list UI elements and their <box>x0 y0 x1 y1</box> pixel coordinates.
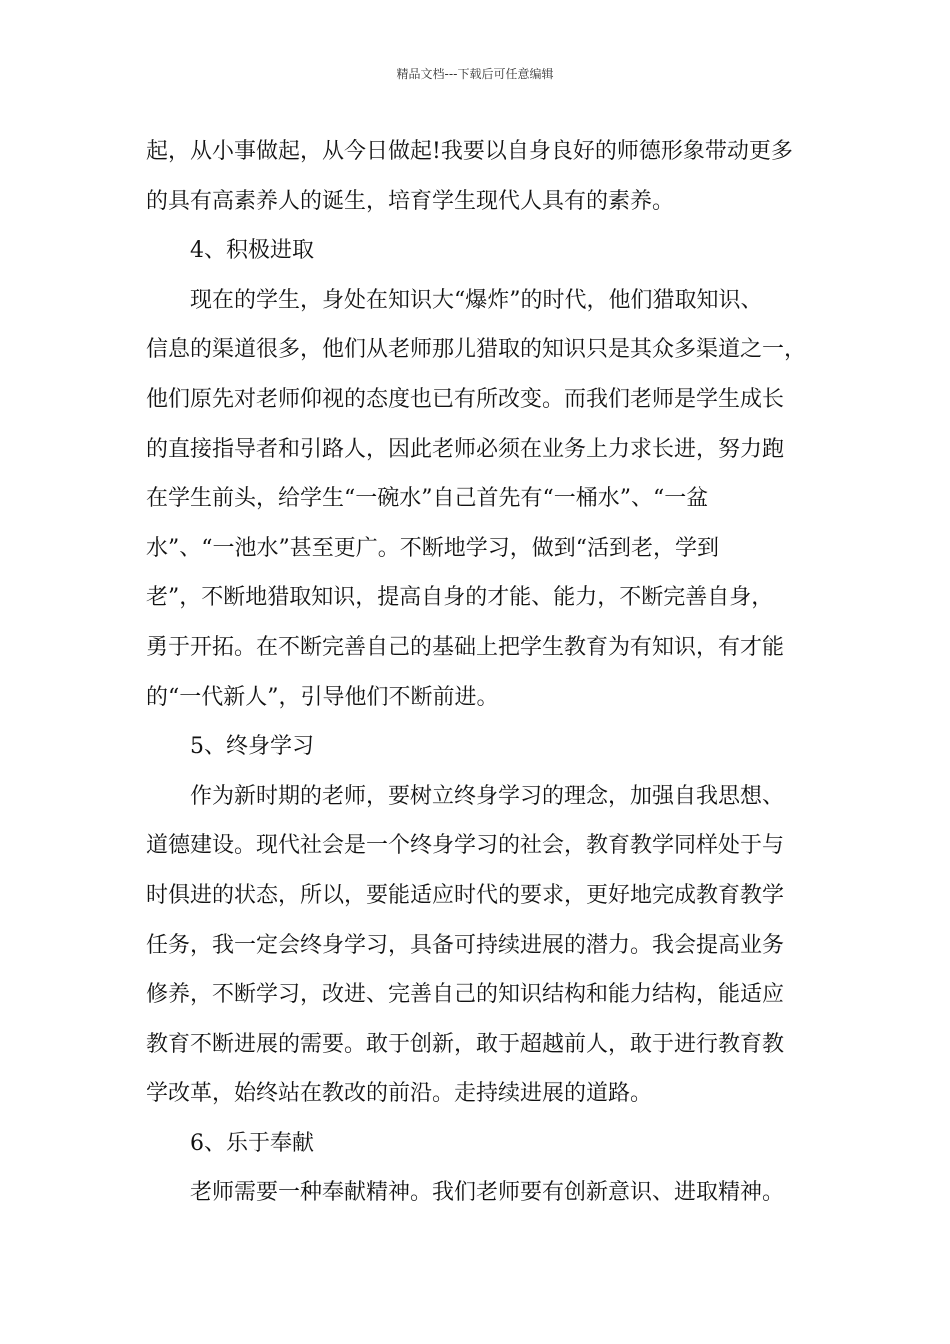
text-line: 勇于开拓。在不断完善自己的基础上把学生教育为有知识，有才能 <box>146 634 785 660</box>
text-line: 老”，不断地猎取知识，提高自身的才能、能力，不断完善自身， <box>146 585 774 611</box>
text-line: 在学生前头，给学生“一碗水”自己首先有“一桶水”、“一盆 <box>146 486 709 512</box>
section-heading: 5、终身学习 <box>190 734 314 760</box>
text-line: 现在的学生，身处在知识大“爆炸”的时代，他们猎取知识、 <box>190 287 763 313</box>
text-line: 修养，不断学习，改进、完善自己的知识结构和能力结构，能适应 <box>146 982 785 1008</box>
text-line: 起，从小事做起，从今日做起!我要以自身良好的师德形象带动更多 <box>146 139 793 164</box>
text-line: 道德建设。现代社会是一个终身学习的社会，教育教学同样处于与 <box>146 833 785 859</box>
text-line: 任务，我一定会终身学习，具备可持续进展的潜力。我会提高业务 <box>146 932 785 958</box>
text-line: 信息的渠道很多，他们从老师那儿猎取的知识只是其众多渠道之一， <box>146 337 807 363</box>
text-line: 的具有高素养人的诞生，培育学生现代人具有的素养。 <box>146 188 675 214</box>
text-line: 水”、“一池水”甚至更广。不断地学习，做到“活到老，学到 <box>146 535 719 561</box>
text-line: 的“一代新人”，引导他们不断前进。 <box>146 684 499 710</box>
document-body <box>146 127 818 1218</box>
section-heading: 4、积极进取 <box>190 238 314 264</box>
text-line: 的直接指导者和引路人，因此老师必须在业务上力求长进，努力跑 <box>146 436 785 462</box>
text-line: 时俱进的状态，所以，要能适应时代的要求，更好地完成教育教学 <box>146 882 785 908</box>
page-header: 精品文档---下载后可任意编辑 <box>396 67 554 81</box>
text-line: 作为新时期的老师，要树立终身学习的理念，加强自我思想、 <box>190 783 785 809</box>
text-line: 他们原先对老师仰视的态度也已有所改变。而我们老师是学生成长 <box>146 386 785 412</box>
section-heading: 6、乐于奉献 <box>190 1130 314 1156</box>
text-line: 老师需要一种奉献精神。我们老师要有创新意识、进取精神。 <box>190 1180 785 1206</box>
text-line: 教育不断进展的需要。敢于创新，敢于超越前人，敢于进行教育教 <box>146 1031 785 1057</box>
text-line: 学改革，始终站在教改的前沿。走持续进展的道路。 <box>146 1081 653 1107</box>
